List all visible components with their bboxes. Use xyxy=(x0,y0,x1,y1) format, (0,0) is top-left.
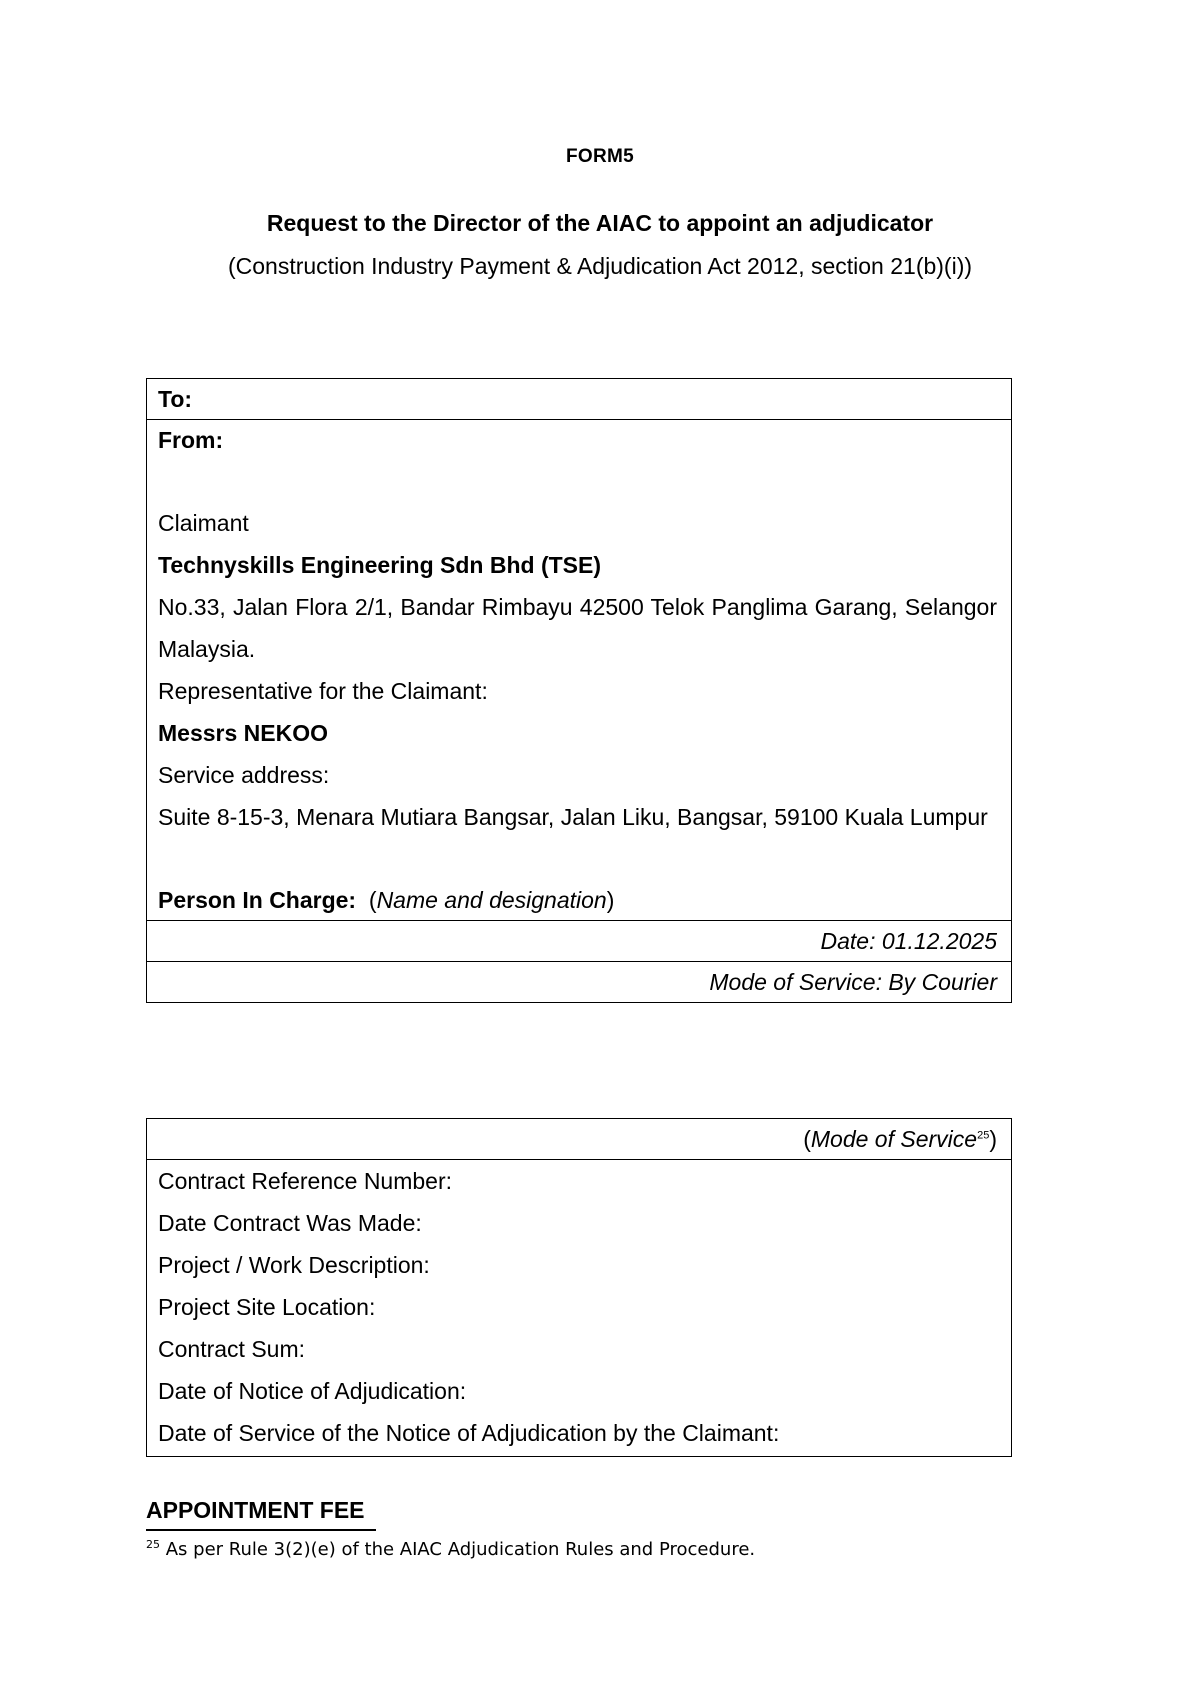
contract-sum-field: Contract Sum: xyxy=(158,1336,305,1362)
mode-of-service-cell xyxy=(147,962,1012,1003)
form-number: FORM5 xyxy=(566,146,634,167)
notice-service-date-field: Date of Service of the Notice of Adjudication by the Claimant: xyxy=(158,1420,780,1446)
blank-line xyxy=(158,838,997,880)
project-site-location-field: Project Site Location: xyxy=(158,1294,376,1320)
page-title: Request to the Director of the AIAC to appoint an adjudicator xyxy=(266,210,934,236)
footnote-number: 25 xyxy=(146,1538,160,1551)
representative-label: Representative for the Claimant: xyxy=(158,678,488,704)
contract-fields-cell xyxy=(147,1160,1012,1457)
from-label: From: xyxy=(158,427,224,453)
person-in-charge-hint: Name and designation xyxy=(376,887,607,913)
mode-of-service-text: Mode of Service: By Courier xyxy=(709,969,997,995)
notice-date-field: Date of Notice of Adjudication: xyxy=(158,1378,467,1404)
claimant-address: No.33, Jalan Flora 2/1, Bandar Rimbayu 42500 Telok Panglima Garang, Selangor Malaysia. xyxy=(158,594,997,662)
person-in-charge-label: Person In Charge: xyxy=(158,887,357,913)
to-cell xyxy=(147,379,1012,420)
person-in-charge-line: Person In Charge: (Name and designation) xyxy=(158,887,615,913)
date-contract-made-field: Date Contract Was Made: xyxy=(158,1210,422,1236)
representative-name: Messrs NEKOO xyxy=(158,720,329,746)
mode-of-service-placeholder: (Mode of Service$^{25}$) xyxy=(803,1126,997,1152)
service-address: Suite 8-15-3, Menara Mutiara Bangsar, Jalan Liku, Bangsar, 59100 Kuala Lumpur xyxy=(158,804,988,830)
from-cell xyxy=(147,420,1012,921)
mode-of-service-row xyxy=(147,962,1012,1003)
date-cell xyxy=(147,921,1012,962)
footnote-ref: 25 xyxy=(977,1129,990,1142)
blank-line xyxy=(158,460,997,502)
claimant-label: Claimant xyxy=(158,510,249,536)
service-address-label: Service address: xyxy=(158,762,330,788)
mode-of-service-header-row xyxy=(147,1119,1012,1160)
mode-of-service-header-cell xyxy=(147,1119,1012,1160)
date-text: Date: 01.12.2025 xyxy=(820,928,997,954)
contract-fields-row xyxy=(147,1160,1012,1457)
from-row xyxy=(147,420,1012,921)
heading-underline xyxy=(146,1529,376,1531)
parties-table xyxy=(146,378,1012,1003)
contract-reference-field: Contract Reference Number: xyxy=(158,1168,453,1194)
date-row xyxy=(147,921,1012,962)
appointment-fee-heading: APPOINTMENT FEE xyxy=(146,1497,365,1523)
project-description-field: Project / Work Description: xyxy=(158,1252,430,1278)
to-row xyxy=(147,379,1012,420)
contract-details-table xyxy=(146,1118,1012,1457)
claimant-name: Technyskills Engineering Sdn Bhd (TSE) xyxy=(158,552,602,578)
mode-of-service-label: Mode of Service xyxy=(810,1126,978,1152)
footnote xyxy=(146,1538,755,1562)
to-label: To: xyxy=(158,386,193,412)
page-subtitle: (Construction Industry Payment & Adjudication Act 2012, section 21(b)(i)) xyxy=(227,253,973,279)
footnote-text: As per Rule 3(2)(e) of the AIAC Adjudication Rules and Procedure. xyxy=(165,1539,756,1560)
